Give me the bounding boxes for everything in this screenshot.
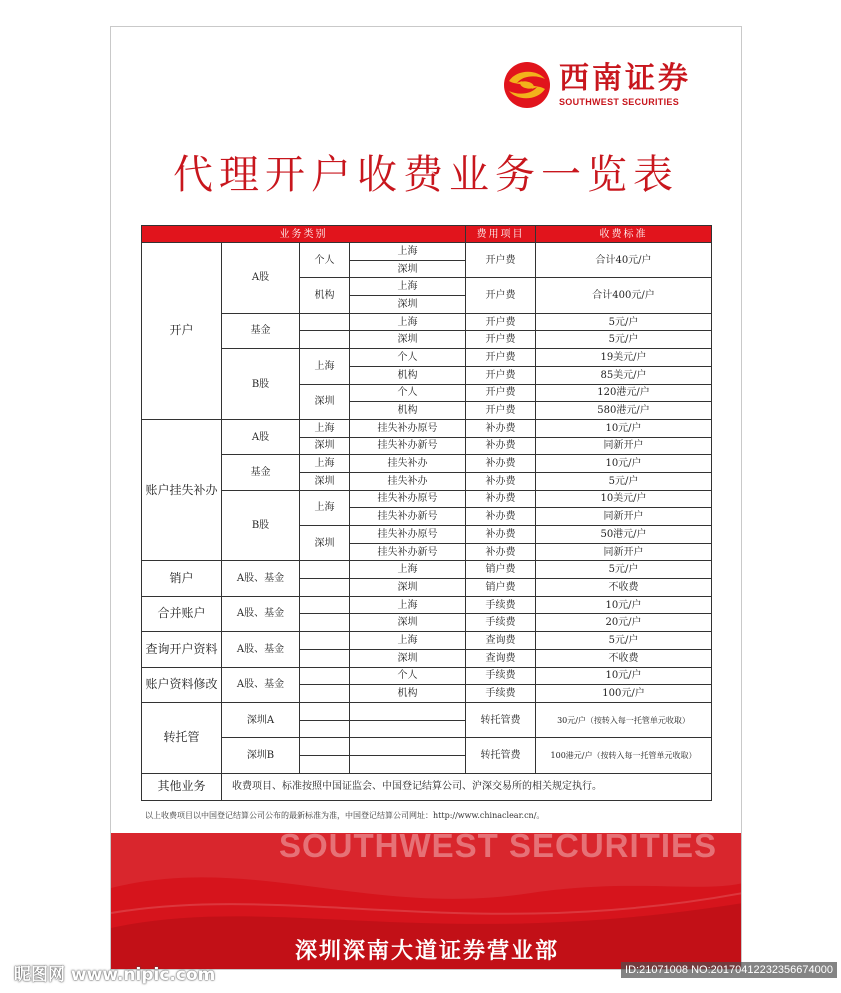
market-cell: 深圳	[300, 472, 350, 490]
swirl-logo-icon	[503, 61, 551, 109]
empty-cell	[300, 561, 350, 579]
fee-standard-cell: 100港元/户（按转入每一托管单元收取）	[536, 738, 712, 773]
fee-standard-cell: 50港元/户	[536, 526, 712, 544]
type-cell: 挂失补办	[350, 472, 466, 490]
fee-standard-cell: 5元/户	[536, 331, 712, 349]
empty-cell	[350, 720, 466, 738]
subcategory-fund: 基金	[222, 455, 300, 490]
site-url: www.nipic.com	[70, 965, 216, 985]
empty-cell	[300, 738, 350, 756]
market-cell: 上海	[350, 243, 466, 261]
brand-logo	[503, 61, 691, 109]
fee-standard-cell: 20元/户	[536, 614, 712, 632]
fee-standard-cell: 不收费	[536, 579, 712, 597]
fee-item-cell: 开户费	[466, 243, 536, 278]
market-cell: 上海	[300, 419, 350, 437]
empty-cell	[350, 738, 466, 756]
fee-standard-cell: 19美元/户	[536, 349, 712, 367]
empty-cell	[300, 596, 350, 614]
red-footer	[111, 833, 742, 969]
table-row	[142, 738, 712, 756]
category-other: 其他业务	[142, 773, 222, 800]
empty-cell	[300, 313, 350, 331]
fee-item-cell: 补办费	[466, 508, 536, 526]
fee-standard-cell: 同新开户	[536, 508, 712, 526]
table-header-row	[142, 226, 712, 243]
table-row	[142, 490, 712, 508]
header-fee-item: 费用项目	[466, 226, 536, 243]
fee-item-cell: 补办费	[466, 419, 536, 437]
other-note: 收费项目、标准按照中国证监会、中国登记结算公司、沪深交易所的相关规定执行。	[222, 773, 712, 800]
footnote: 以上收费项目以中国登记结算公司公布的最新标准为准，中国登记结算公司网址：http://www.chinaclear.cn/。	[145, 811, 545, 820]
scope-cell: A股、基金	[222, 561, 300, 596]
fee-item-cell: 销户费	[466, 579, 536, 597]
subcategory-b-share: B股	[222, 349, 300, 420]
market-cell: 深圳	[300, 384, 350, 419]
fee-standard-cell: 120港元/户	[536, 384, 712, 402]
table-row	[142, 419, 712, 437]
market-cell: 深圳A	[222, 702, 300, 737]
table-row	[142, 773, 712, 800]
fee-standard-cell: 30元/户（按转入每一托管单元收取）	[536, 702, 712, 737]
brand-name-cn: 西南证券	[559, 61, 691, 96]
empty-cell	[300, 614, 350, 632]
table-row	[142, 702, 712, 720]
table-row	[142, 243, 712, 261]
market-cell: 深圳	[300, 526, 350, 561]
fee-item-cell: 开户费	[466, 402, 536, 420]
type-institution: 机构	[300, 278, 350, 313]
header-fee-standard: 收费标准	[536, 226, 712, 243]
scope-cell: A股、基金	[222, 667, 300, 702]
fee-standard-cell: 合计40元/户	[536, 243, 712, 278]
fee-standard-cell: 5元/户	[536, 632, 712, 650]
empty-cell	[300, 649, 350, 667]
fee-item-cell: 手续费	[466, 614, 536, 632]
scope-cell: A股、基金	[222, 596, 300, 631]
watermark-text: SOUTHWEST SECURITIES	[279, 833, 718, 864]
empty-cell	[300, 632, 350, 650]
fee-item-cell: 补办费	[466, 455, 536, 473]
fee-item-cell: 手续费	[466, 685, 536, 703]
market-cell: 深圳	[350, 331, 466, 349]
empty-cell	[300, 685, 350, 703]
fee-standard-cell: 85美元/户	[536, 366, 712, 384]
table-row	[142, 349, 712, 367]
table-row	[142, 632, 712, 650]
fee-standard-cell: 10元/户	[536, 667, 712, 685]
market-cell: 上海	[350, 278, 466, 296]
brand-text	[559, 63, 691, 107]
type-cell: 机构	[350, 402, 466, 420]
fee-item-cell: 补办费	[466, 490, 536, 508]
fee-standard-cell: 10元/户	[536, 419, 712, 437]
table-row	[142, 455, 712, 473]
category-modify: 账户资料修改	[142, 667, 222, 702]
market-cell: 深圳	[300, 437, 350, 455]
fee-item-cell: 开户费	[466, 366, 536, 384]
fee-table	[141, 225, 712, 801]
subcategory-a-share: A股	[222, 419, 300, 454]
category-reissue: 账户挂失补办	[142, 419, 222, 561]
empty-cell	[350, 702, 466, 720]
detail-cell: 深圳	[350, 649, 466, 667]
type-cell: 挂失补办原号	[350, 526, 466, 544]
fee-standard-cell: 5元/户	[536, 313, 712, 331]
type-cell: 挂失补办	[350, 455, 466, 473]
fee-item-cell: 查询费	[466, 632, 536, 650]
site-logo-cn: 昵图网	[14, 965, 65, 985]
market-cell: 上海	[300, 455, 350, 473]
type-cell: 挂失补办新号	[350, 437, 466, 455]
empty-cell	[300, 755, 350, 773]
brand-name-en: SOUTHWEST SECURITIES	[559, 97, 680, 107]
fee-item-cell: 开户费	[466, 313, 536, 331]
detail-cell: 机构	[350, 685, 466, 703]
detail-cell: 个人	[350, 667, 466, 685]
market-cell: 深圳B	[222, 738, 300, 773]
subcategory-fund: 基金	[222, 313, 300, 348]
market-cell: 上海	[300, 349, 350, 384]
fee-item-cell: 转托管费	[466, 738, 536, 773]
fee-item-cell: 补办费	[466, 437, 536, 455]
type-cell: 挂失补办新号	[350, 508, 466, 526]
poster	[110, 26, 742, 970]
detail-cell: 上海	[350, 561, 466, 579]
fee-standard-cell: 580港元/户	[536, 402, 712, 420]
empty-cell	[300, 579, 350, 597]
fee-item-cell: 开户费	[466, 384, 536, 402]
table-row	[142, 313, 712, 331]
fee-item-cell: 查询费	[466, 649, 536, 667]
empty-cell	[300, 667, 350, 685]
fee-item-cell: 开户费	[466, 278, 536, 313]
table-row	[142, 561, 712, 579]
subcategory-a-share: A股	[222, 243, 300, 314]
type-cell: 机构	[350, 366, 466, 384]
fee-item-cell: 手续费	[466, 596, 536, 614]
fee-item-cell: 补办费	[466, 543, 536, 561]
market-cell: 深圳	[350, 296, 466, 314]
fee-item-cell: 手续费	[466, 667, 536, 685]
fee-item-cell: 开户费	[466, 349, 536, 367]
fee-standard-cell: 10元/户	[536, 455, 712, 473]
type-cell: 个人	[350, 349, 466, 367]
category-custody: 转托管	[142, 702, 222, 773]
type-personal: 个人	[300, 243, 350, 278]
detail-cell: 深圳	[350, 579, 466, 597]
detail-cell: 上海	[350, 596, 466, 614]
fee-item-cell: 补办费	[466, 526, 536, 544]
detail-cell: 深圳	[350, 614, 466, 632]
empty-cell	[300, 720, 350, 738]
fee-standard-cell: 10元/户	[536, 596, 712, 614]
header-category: 业务类别	[142, 226, 466, 243]
market-cell: 上海	[350, 313, 466, 331]
fee-item-cell: 补办费	[466, 472, 536, 490]
fee-standard-cell: 10美元/户	[536, 490, 712, 508]
category-merge: 合并账户	[142, 596, 222, 631]
fee-standard-cell: 同新开户	[536, 437, 712, 455]
subcategory-b-share: B股	[222, 490, 300, 561]
category-close-account: 销户	[142, 561, 222, 596]
image-id-label: ID:21071008 NO:20170412232356674000	[621, 962, 837, 978]
category-query: 查询开户资料	[142, 632, 222, 667]
empty-cell	[300, 331, 350, 349]
page-title: 代理开户收费业务一览表	[173, 152, 679, 198]
scope-cell: A股、基金	[222, 632, 300, 667]
type-cell: 挂失补办原号	[350, 419, 466, 437]
fee-standard-cell: 5元/户	[536, 472, 712, 490]
branch-name: 深圳深南大道证券营业部	[294, 939, 559, 964]
empty-cell	[350, 755, 466, 773]
fee-standard-cell: 5元/户	[536, 561, 712, 579]
fee-item-cell: 转托管费	[466, 702, 536, 737]
fee-item-cell: 销户费	[466, 561, 536, 579]
fee-standard-cell: 不收费	[536, 649, 712, 667]
fee-standard-cell: 同新开户	[536, 543, 712, 561]
detail-cell: 上海	[350, 632, 466, 650]
type-cell: 挂失补办原号	[350, 490, 466, 508]
fee-item-cell: 开户费	[466, 331, 536, 349]
fee-standard-cell: 100元/户	[536, 685, 712, 703]
table-row	[142, 667, 712, 685]
table-row	[142, 596, 712, 614]
type-cell: 个人	[350, 384, 466, 402]
fee-standard-cell: 合计400元/户	[536, 278, 712, 313]
empty-cell	[300, 702, 350, 720]
type-cell: 挂失补办新号	[350, 543, 466, 561]
site-watermark-logo	[14, 960, 215, 985]
market-cell: 上海	[300, 490, 350, 525]
market-cell: 深圳	[350, 260, 466, 278]
category-open-account: 开户	[142, 243, 222, 420]
